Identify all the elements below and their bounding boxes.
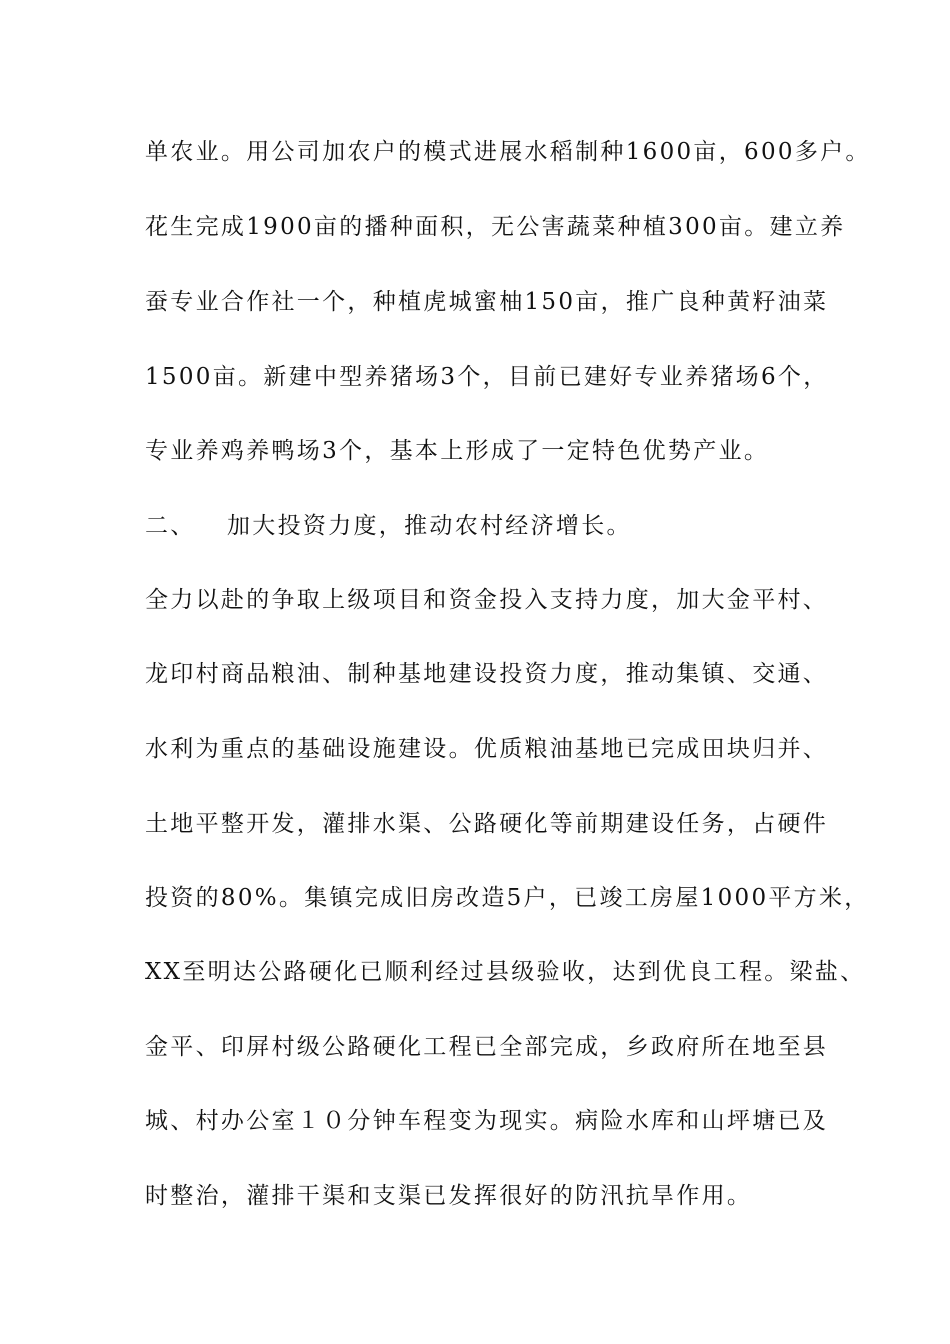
paragraph-line: XX至明达公路硬化已顺利经过县级验收，达到优良工程。梁盐、 <box>145 959 866 985</box>
paragraph-line: 投资的80%。集镇完成旧房改造5户，已竣工房屋1000平方米， <box>145 885 870 911</box>
paragraph-line: 单农业。用公司加农户的模式进展水稻制种1600亩，600多户。 <box>145 139 871 165</box>
paragraph-line: 1500亩。新建中型养猪场3个，目前已建好专业养猪场6个， <box>145 364 829 390</box>
paragraph-line: 金平、印屏村级公路硬化工程已全部完成，乡政府所在地至县 <box>145 1034 829 1060</box>
paragraph-line: 蚕专业合作社一个，种植虎城蜜柚150亩，推广良种黄籽油菜 <box>145 289 829 315</box>
section-title: 加大投资力度，推动农村经济增长。 <box>227 513 632 539</box>
section-heading <box>145 511 632 541</box>
paragraph-line: 专业养鸡养鸭场3个，基本上形成了一定特色优势产业。 <box>145 438 770 464</box>
paragraph-line: 城、村办公室１０分钟车程变为现实。病险水库和山坪塘已及 <box>145 1108 829 1134</box>
paragraph-line: 全力以赴的争取上级项目和资金投入支持力度，加大金平村、 <box>145 587 829 613</box>
section-number: 二、 <box>145 513 196 539</box>
paragraph-line: 时整治，灌排干渠和支渠已发挥很好的防汛抗旱作用。 <box>145 1183 753 1209</box>
paragraph-line: 水利为重点的基础设施建设。优质粮油基地已完成田块归并、 <box>145 736 829 762</box>
paragraph-line: 土地平整开发，灌排水渠、公路硬化等前期建设任务，占硬件 <box>145 811 829 837</box>
paragraph-line: 龙印村商品粮油、制种基地建设投资力度，推动集镇、交通、 <box>145 661 829 687</box>
paragraph-line: 花生完成1900亩的播种面积，无公害蔬菜种植300亩。建立养 <box>145 214 846 240</box>
